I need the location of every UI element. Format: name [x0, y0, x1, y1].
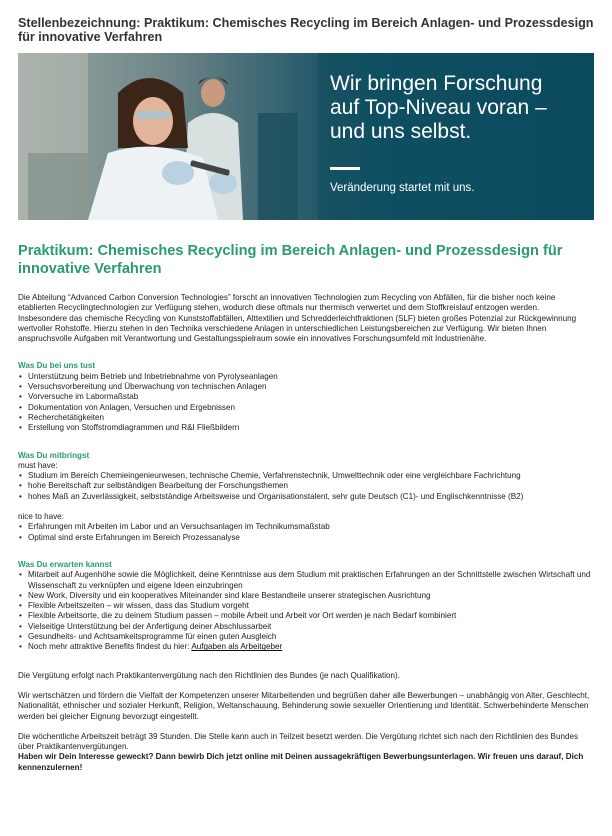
- banner-headline-line-1: Wir bringen Forschung: [330, 72, 543, 95]
- benefits-link[interactable]: Aufgaben als Arbeitgeber: [191, 642, 283, 652]
- list-item: • Erstellung von Stoffstromdiagrammen und R&I Fließbildern: [28, 423, 592, 433]
- list-item: • Mitarbeit auf Augenhöhe sowie die Möglichkeit, deine Kenntnisse aus dem Studium mit praktischen Erfahrungen an der Schnittstelle zwischen Wirtschaft und Wissenschaft zu verknüpfen und eigene Ideen einzubringen: [28, 570, 592, 591]
- section-heading-offer: Was Du erwarten kannst: [18, 559, 112, 569]
- section-heading-profile: Was Du mitbringst: [18, 450, 90, 460]
- task-list: [18, 372, 592, 434]
- list-item: • hohes Maß an Zuverlässigkeit, selbstständige Arbeitsweise und Organisationstalent, sehr gute Deutsch (C1)- und Englischkenntnisse (B2): [28, 492, 592, 502]
- list-item: • Gesundheits- und Achtsamkeitsprogramme für einen guten Ausgleich: [28, 632, 592, 642]
- list-item: • Flexible Arbeitsorte, die zu deinem Studium passen – mobile Arbeit und Arbeit vor Ort werden je nach Bedarf kombiniert: [28, 611, 592, 621]
- benefits-prefix: Noch mehr attraktive Benefits findest du hier:: [28, 642, 192, 652]
- list-item: • Versuchsvorbereitung und Überwachung von technischen Anlagen: [28, 382, 592, 392]
- page-title: Stellenbezeichnung: Praktikum: Chemisches Recycling im Bereich Anlagen- und Prozessdesign für innovative Verfahren: [18, 16, 594, 44]
- list-item: • New Work, Diversity und ein kooperatives Miteinander sind klare Bestandteile unserer strategischen Ausrichtung: [28, 591, 592, 601]
- diversity-paragraph: Wir wertschätzen und fördern die Vielfalt der Kompetenzen unserer Mitarbeitenden und begrüßen daher alle Bewerbungen – unabhängig von Alter, Geschlecht, Nationalität, ethnischer und sozialer Herkunft, Religion, Weltanschauung, Behinderung sowie sexueller Orientierung und Identität. Schwerbehinderte Menschen werden bei gleicher Eignung bevorzugt eingestellt.: [18, 690, 590, 721]
- banner-subline: Veränderung startet mit uns.: [330, 182, 475, 194]
- banner-headline-line-2: auf Top-Niveau voran –: [330, 96, 547, 119]
- list-item: • Unterstützung beim Betrieb und Inbetriebnahme von Pyrolyseanlagen: [28, 372, 592, 382]
- salary-paragraph: Die Vergütung erfolgt nach Praktikantenvergütung nach den Richtlinien des Bundes (je nach Qualifikation).: [18, 670, 400, 680]
- list-item: • Vielseitige Unterstützung bei der Anfertigung deiner Abschlussarbeit: [28, 622, 592, 632]
- list-item: • Flexible Arbeitszeiten – wir wissen, dass das Studium vorgeht: [28, 601, 592, 611]
- list-item: • hohe Bereitschaft zur selbständigen Bearbeitung der Forschungsthemen: [28, 481, 592, 491]
- hours-paragraph: Die wöchentliche Arbeitszeit beträgt 39 Stunden. Die Stelle kann auch in Teilzeit besetzt werden. Die Vergütung richtet sich nach den Richtlinien des Bundes über Praktikantenvergütungen.: [18, 731, 579, 752]
- banner-divider: [330, 167, 360, 170]
- list-item: • Dokumentation von Anlagen, Versuchen und Ergebnissen: [28, 403, 592, 413]
- list-item: • Studium im Bereich Chemieingenieurwesen, technische Chemie, Verfahrenstechnik, Umwelttechnik oder eine vergleichbare Fachrichtung: [28, 471, 592, 481]
- list-item: • Optimal sind erste Erfahrungen im Bereich Prozessanalyse: [28, 533, 592, 543]
- must-have-list: [18, 471, 592, 502]
- banner-headline: [330, 72, 590, 144]
- nice-to-have-list: [18, 522, 592, 543]
- call-to-action: Haben wir Dein Interesse geweckt? Dann bewirb Dich jetzt online mit Deinen aussagekräftigen Bewerbungsunterlagen. Wir freuen uns darauf, Dich kennenzulernen!: [18, 752, 584, 772]
- hero-banner: [18, 53, 594, 220]
- list-item: • Vorversuche im Labormaßstab: [28, 392, 592, 402]
- intro-paragraph-1: Die Abteilung “Advanced Carbon Conversion Technologies” forscht an innovativen Technologien zum Recycling von Abfällen, für die bisher noch keine etablierten Recyclingtechnologien zur Verfügung stehen, wodurch diese oftmals nur thermisch verwertet und dem Stoffkreislauf entzogen werden.: [18, 293, 556, 313]
- job-description: [18, 293, 592, 773]
- hero-photo: [18, 53, 318, 220]
- list-item-benefits: [28, 642, 592, 652]
- list-item: • Erfahrungen mit Arbeiten im Labor und an Versuchsanlagen im Technikumsmaßstab: [28, 522, 592, 532]
- offer-list: [18, 570, 592, 652]
- banner-headline-line-3: und uns selbst.: [330, 120, 472, 143]
- section-heading-tasks: Was Du bei uns tust: [18, 361, 96, 371]
- nice-to-have-label: nice to have:: [18, 512, 64, 522]
- job-title: Praktikum: Chemisches Recycling im Bereich Anlagen- und Prozessdesign für innovative Verfahren: [18, 243, 563, 277]
- list-item: • Recherchetätigkeiten: [28, 413, 592, 423]
- intro-paragraph-2: Insbesondere das chemische Recycling von Kunststoffabfällen, Alttextilien und Schredderleichtfraktionen (SLF) bieten großes Potenzial zur Rückgewinnung wertvoller Rohstoffe. Hierzu stehen in den Technika verschiedene Anlagen in unterschiedlichen Leistungsbereichen zur Verfügung. Wir bieten Ihnen anspruchsvolle Aufgaben mit Verantwortung und Gestaltungsspielraum sowie ein innovatives Forschungsumfeld mit Industrienähe.: [18, 313, 577, 344]
- must-have-label: must have:: [18, 460, 58, 470]
